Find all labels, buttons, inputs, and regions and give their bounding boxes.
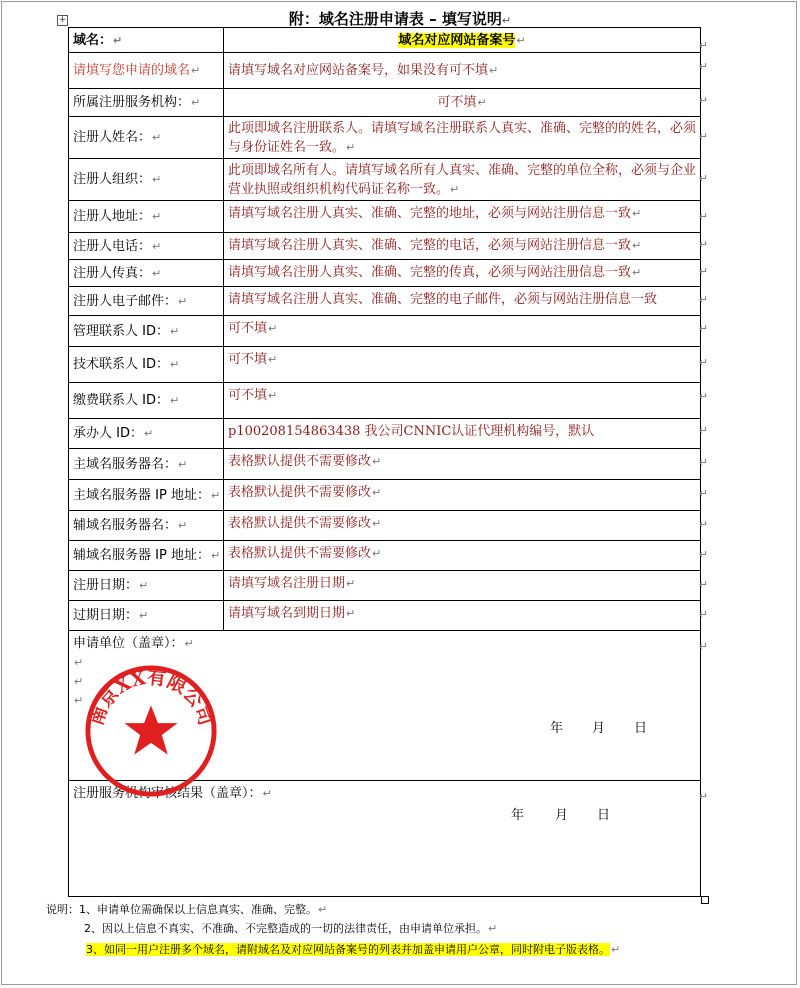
form-label: 承办人 ID：↵: [69, 419, 224, 449]
table-move-handle-icon[interactable]: +: [58, 15, 67, 25]
form-value[interactable]: 表格默认提供不需要修改↵: [224, 511, 701, 541]
table-row: [69, 117, 701, 159]
paragraph-mark-icon: ↵: [698, 487, 708, 500]
applicant-year: 年: [550, 721, 564, 736]
form-value[interactable]: 可不填↵: [224, 89, 701, 117]
form-label: 注册人传真：↵: [69, 260, 224, 287]
form-value[interactable]: 可不填↵: [224, 316, 701, 347]
form-label: 注册人电话：↵: [69, 233, 224, 260]
paragraph-mark-icon: ↵: [698, 210, 708, 223]
paragraph-mark-icon: ↵: [698, 94, 708, 107]
company-seal-stamp: [82, 662, 220, 800]
form-value[interactable]: 表格默认提供不需要修改↵: [224, 541, 701, 571]
review-year: 年: [511, 808, 525, 823]
paragraph-mark-icon: ↵: [698, 60, 708, 73]
paragraph-mark-icon: ↵: [698, 265, 708, 278]
paragraph-mark-icon: ↵: [698, 608, 708, 621]
review-result-cell[interactable]: 注册服务机构审核结果（盖章）：↵: [69, 781, 701, 897]
table-row: [69, 89, 701, 117]
paragraph-mark-icon: ↵: [698, 130, 708, 143]
paragraph-mark-icon: ↵: [698, 172, 708, 185]
form-label: 缴费联系人 ID：↵: [69, 383, 224, 419]
form-label: 辅域名服务器名：↵: [69, 511, 224, 541]
table-row: [69, 383, 701, 419]
table-row: [69, 480, 701, 511]
form-label: 注册人地址：↵: [69, 201, 224, 233]
form-label: 主域名服务器名：↵: [69, 449, 224, 480]
paragraph-mark-icon: ↵: [698, 322, 708, 335]
form-label: 技术联系人 ID：↵: [69, 347, 224, 383]
form-value[interactable]: 可不填↵: [224, 383, 701, 419]
table-row: [69, 511, 701, 541]
paragraph-mark-icon: ↵: [698, 424, 708, 437]
form-label: 管理联系人 ID：↵: [69, 316, 224, 347]
form-value[interactable]: 请填写域名注册人真实、准确、完整的传真，必须与网站注册信息一致↵: [224, 260, 701, 287]
table-row: [69, 28, 701, 53]
review-day: 日: [597, 808, 611, 823]
paragraph-mark-icon: ↵: [698, 548, 708, 561]
table-row: [69, 316, 701, 347]
table-row: [69, 233, 701, 260]
table-row: [69, 541, 701, 571]
table-row: [69, 159, 701, 201]
form-value[interactable]: 请填写域名注册人真实、准确、完整的电话，必须与网站注册信息一致↵: [224, 233, 701, 260]
form-label: 注册人组织：↵: [69, 159, 224, 201]
paragraph-mark-icon: ↵: [698, 790, 708, 803]
page-title: [0, 8, 800, 29]
note-2: 2、因以上信息不真实、不准确、不完整造成的一切的法律责任，由申请单位承担。↵: [84, 922, 498, 935]
form-value[interactable]: 表格默认提供不需要修改↵: [224, 449, 701, 480]
form-label: 主域名服务器 IP 地址：↵: [69, 480, 224, 511]
table-row: [69, 571, 701, 601]
table-row: [69, 201, 701, 233]
paragraph-mark-icon: ↵: [698, 238, 708, 251]
form-label: 请填写您申请的域名↵: [69, 53, 224, 89]
form-label: 所属注册服务机构：↵: [69, 89, 224, 117]
table-row: [69, 53, 701, 89]
table-row: [69, 449, 701, 480]
form-value[interactable]: p100208154863438 我公司CNNIC认证代理机构编号，默认: [224, 419, 701, 449]
form-label: 注册人姓名：↵: [69, 117, 224, 159]
form-value[interactable]: 请填写域名注册人真实、准确、完整的电子邮件，必须与网站注册信息一致: [224, 287, 701, 316]
paragraph-mark-icon: ↵: [698, 390, 708, 403]
form-label: 过期日期：↵: [69, 601, 224, 631]
note-1: 说明：1、申请单位需确保以上信息真实、准确、完整。↵: [46, 903, 328, 916]
form-value[interactable]: 请填写域名注册人真实、准确、完整的地址，必须与网站注册信息一致↵: [224, 201, 701, 233]
form-value[interactable]: 可不填↵: [224, 347, 701, 383]
paragraph-mark-icon: ↵: [698, 518, 708, 531]
table-row: [69, 260, 701, 287]
paragraph-mark-icon: ↵: [501, 14, 512, 27]
paragraph-mark-icon: ↵: [698, 578, 708, 591]
table-row: [69, 347, 701, 383]
page-title-text: 附：域名注册申请表 – 填写说明: [288, 10, 502, 28]
form-value[interactable]: 请填写域名到期日期↵: [224, 601, 701, 631]
note-3: 3、如同一用户注册多个域名，请附域名及对应网站备案号的列表并加盖申请用户公章，同时附电子版表格。↵: [86, 943, 621, 956]
paragraph-mark-icon: ↵: [698, 456, 708, 469]
form-label: 注册人电子邮件：↵: [69, 287, 224, 316]
table-row: [69, 601, 701, 631]
review-label: 注册服务机构审核结果（盖章）：: [73, 786, 262, 801]
form-value[interactable]: 此项即域名所有人。请填写域名所有人真实、准确、完整的单位全称，必须与企业营业执照或组织机构代码证名称一致。↵: [224, 159, 701, 201]
paragraph-mark-icon: ↵: [698, 640, 708, 653]
applicant-seal-cell[interactable]: 申请单位（盖章）：↵ ↵ ↵ ↵: [69, 631, 701, 781]
table-row: [69, 287, 701, 316]
review-month: 月: [555, 808, 569, 823]
form-value[interactable]: 表格默认提供不需要修改↵: [224, 480, 701, 511]
applicant-day: 日: [634, 721, 648, 736]
domain-value-cell[interactable]: 域名对应网站备案号↵: [224, 28, 701, 53]
table-resize-handle-icon[interactable]: [701, 896, 709, 904]
form-label: 辅域名服务器 IP 地址：↵: [69, 541, 224, 571]
form-value[interactable]: 请填写域名对应网站备案号，如果没有可不填↵: [224, 53, 701, 89]
form-value[interactable]: 此项即域名注册联系人。请填写域名注册联系人真实、准确、完整的的姓名，必须与身份证姓名一致。↵: [224, 117, 701, 159]
paragraph-mark-icon: ↵: [698, 293, 708, 306]
applicant-month: 月: [592, 721, 606, 736]
applicant-label: 申请单位（盖章）：: [73, 636, 184, 651]
paragraph-mark-icon: ↵: [698, 39, 708, 52]
paragraph-mark-icon: ↵: [698, 356, 708, 369]
form-value[interactable]: 请填写域名注册日期↵: [224, 571, 701, 601]
table-row: [69, 419, 701, 449]
seal-text: 南京XX有限公司: [85, 666, 217, 729]
star-icon: [124, 705, 177, 754]
form-label: 注册日期：↵: [69, 571, 224, 601]
domain-label-cell: 域名：↵: [69, 28, 224, 53]
